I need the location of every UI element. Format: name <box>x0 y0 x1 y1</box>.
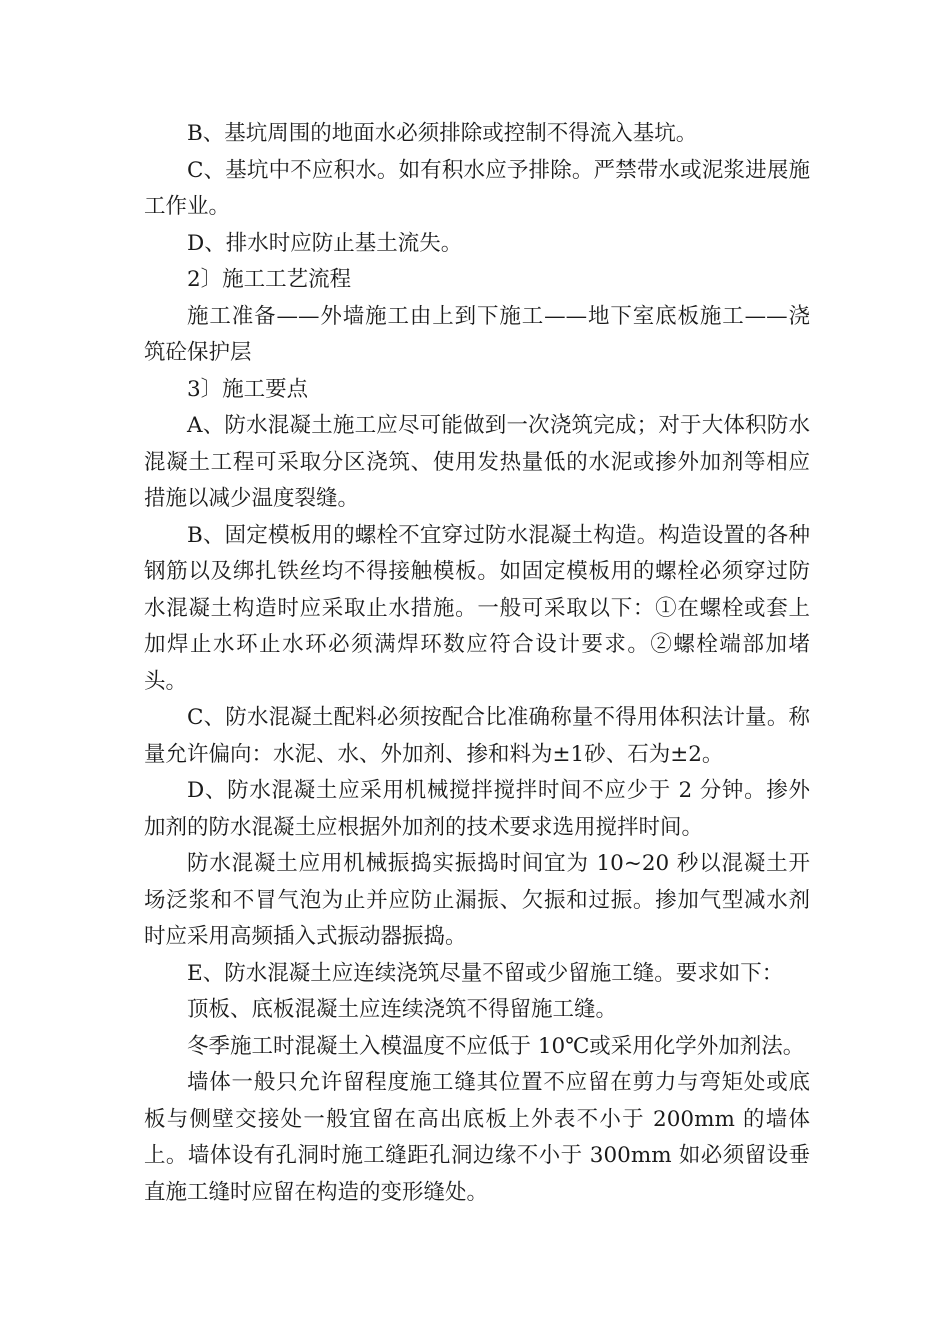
paragraph-wall-joints: 墙体一般只允许留程度施工缝其位置不应留在剪力与弯矩处或底板与侧壁交接处一般宜留在高出底板上外表不小于 200mm 的墙体上。墙体设有孔洞时施工缝距孔洞边缘不小于 300mm 如必须留设垂直施工缝时应留在构造的变形缝处。 <box>144 1070 810 1205</box>
paragraph-b-surface-water: B、基坑周围的地面水必须排除或控制不得流入基坑。 <box>187 121 698 146</box>
paragraph-slab-joints: 顶板、底板混凝土应连续浇筑不得留施工缝。 <box>187 997 618 1022</box>
heading-process-flow: 2〕施工工艺流程 <box>187 267 352 292</box>
paragraph-c-no-water: C、基坑中不应积水。如有积水应予排除。严禁带水或泥浆进展施工作业。 <box>144 157 810 219</box>
paragraph-c-proportioning: C、防水混凝土配料必须按配合比准确称量不得用体积法计量。称量允许偏向：水泥、水、外加剂、掺和料为±1砂、石为±2。 <box>144 705 810 767</box>
paragraph-d-drainage: D、排水时应防止基土流失。 <box>187 230 463 256</box>
paragraph-d-mixing: D、防水混凝土应采用机械搅拌搅拌时间不应少于 2 分钟。掺外加剂的防水混凝土应根据外加剂的技术要求选用搅拌时间。 <box>144 778 810 840</box>
paragraph-a-pouring: A、防水混凝土施工应尽可能做到一次浇筑完成；对于大体积防水混凝土工程可采取分区浇筑、使用发热量低的水泥或掺外加剂等相应措施以减少温度裂缝。 <box>144 413 810 511</box>
heading-key-points: 3〕施工要点 <box>187 376 309 402</box>
paragraph-b-bolts: B、固定模板用的螺栓不宜穿过防水混凝土构造。构造设置的各种钢筋以及绑扎铁丝均不得接触模板。如固定模板用的螺栓必须穿过防水混凝土构造时应采取止水措施。一般可采取以下：①在螺栓或套上加焊止水环止水环必须满焊环数应符合设计要求。②螺栓端部加堵头。 <box>144 522 810 694</box>
paragraph-vibration: 防水混凝土应用机械振捣实振捣时间宜为 10~20 秒以混凝土开场泛浆和不冒气泡为止并应防止漏振、欠振和过振。掺加气型减水剂时应采用高频插入式振动器振捣。 <box>144 851 810 949</box>
paragraph-process-steps: 施工准备——外墙施工由上到下施工——地下室底板施工——浇筑砼保护层 <box>144 303 810 365</box>
paragraph-e-continuous-pouring: E、防水混凝土应连续浇筑尽量不留或少留施工缝。要求如下： <box>187 960 784 986</box>
paragraph-winter-construction: 冬季施工时混凝土入模温度不应低于 10℃或采用化学外加剂法。 <box>187 1033 805 1059</box>
